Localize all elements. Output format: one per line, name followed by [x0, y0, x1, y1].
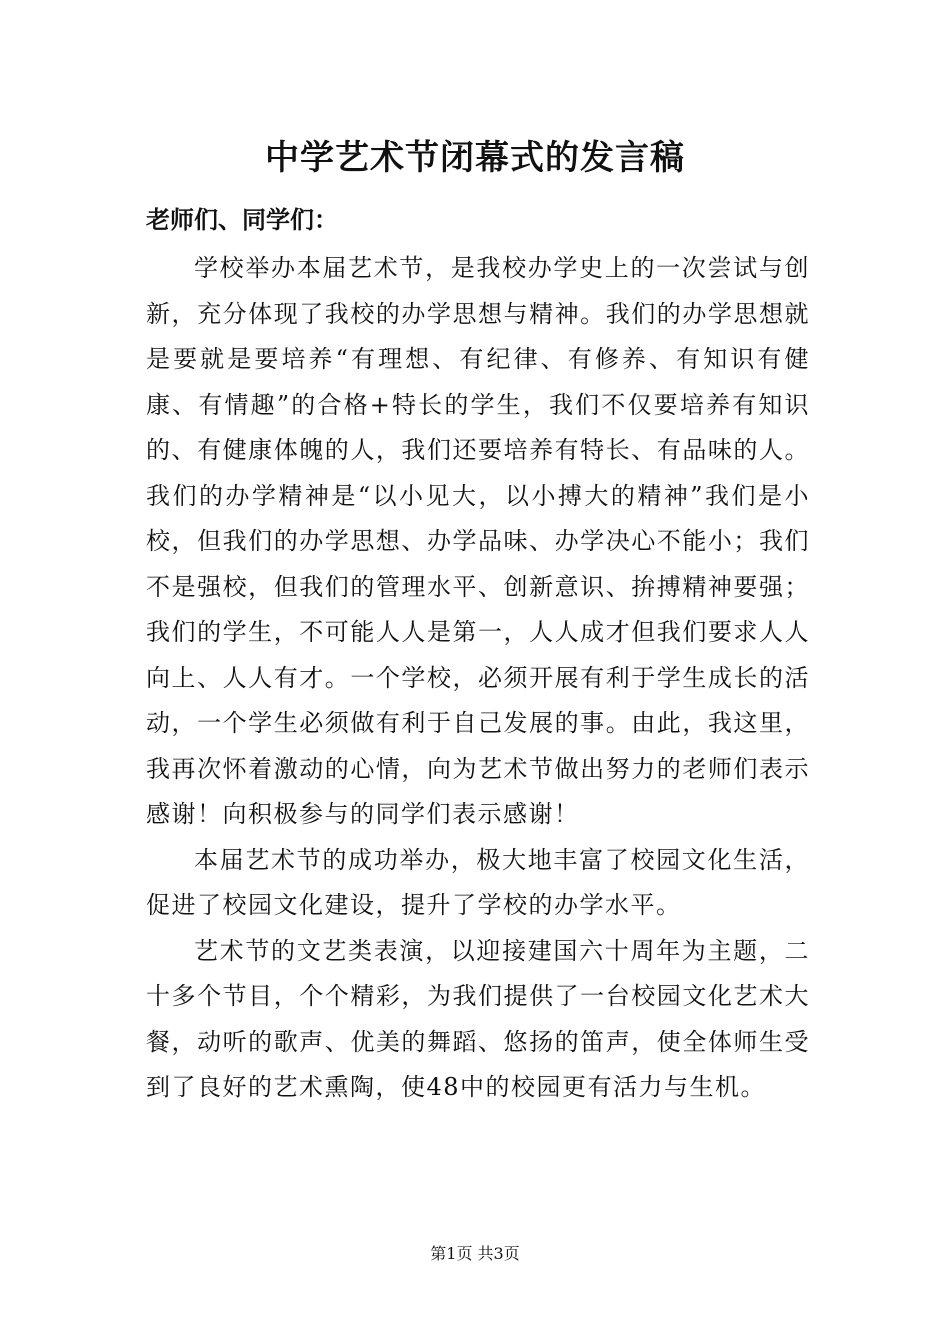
- page-footer: 第1页 共3页: [430, 1244, 520, 1263]
- paragraph: 本届艺术节的成功举办，极大地丰富了校园文化生活，促进了校园文化建设，提升了学校的办学水平。: [146, 845, 810, 919]
- paragraph: 学校举办本届艺术节，是我校办学史上的一次尝试与创新，充分体现了我校的办学思想与精神。我们的办学思想就是要就是要培养“有理想、有纪律、有修养、有知识有健康、有情趣”的合格+特长的学生，我们不仅要培养有知识的、有健康体魄的人，我们还要培养有特长、有品味的人。我们的办学精神是“以小见大，以小搏大的精神”我们是小校，但我们的办学思想、办学品味、办学决心不能小；我们不是强校，但我们的管理水平、创新意识、拚搏精神要强；我们的学生，不可能人人是第一，人人成才但我们要求人人向上、人人有才。一个学校，必须开展有利于学生成长的活动，一个学生必须做有利于自己发展的事。由此，我这里，我再次怀着激动的心情，向为艺术节做出努力的老师们表示感谢！向积极参与的同学们表示感谢！: [146, 254, 810, 828]
- paragraph: 艺术节的文艺类表演，以迎接建国六十周年为主题，二十多个节目，个个精彩，为我们提供了一台校园文化艺术大餐，动听的歌声、优美的舞蹈、悠扬的笛声，使全体师生受到了良好的艺术熏陶，使48中的校园更有活力与生机。: [146, 936, 810, 1101]
- document-title: 中学艺术节闭幕式的发言稿: [265, 138, 685, 178]
- document-body: [146, 246, 810, 1111]
- salutation: 老师们、同学们：: [146, 205, 338, 234]
